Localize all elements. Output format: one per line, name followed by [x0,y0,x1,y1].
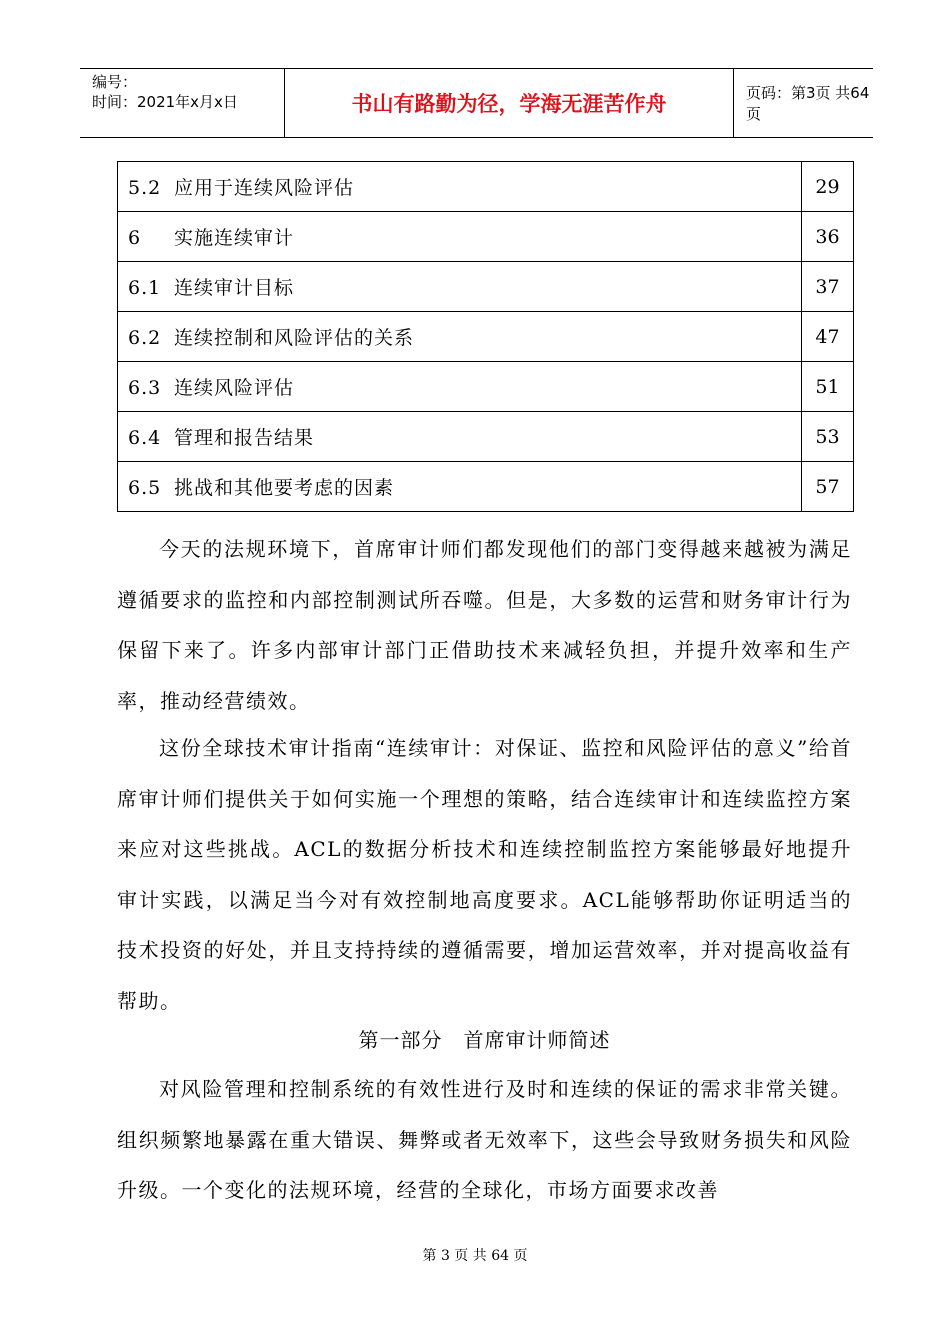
toc-entry [118,312,802,362]
toc-title: 应用于连续风险评估 [174,177,355,199]
toc-page-number: 29 [802,162,854,212]
toc-row [118,212,854,262]
toc-entry [118,212,802,262]
toc-entry [118,262,802,312]
toc-row [118,362,854,412]
toc-page-number: 57 [802,462,854,512]
toc-title: 连续风险评估 [174,377,295,399]
toc-row [118,262,854,312]
toc-page-number: 47 [802,312,854,362]
toc-page-number: 36 [802,212,854,262]
toc-title: 连续审计目标 [174,277,295,299]
toc-entry [118,462,802,512]
header-page-info: 页码：第3页 共64页 [746,84,870,123]
section-heading: 第一部分 首席审计师简述 [358,1028,611,1052]
toc-row [118,312,854,362]
toc-number: 6.4 [128,427,162,449]
table-of-contents [117,161,854,512]
toc-row [118,412,854,462]
header-meta [80,69,285,137]
date-label: 时间：2021年x月x日 [92,93,238,111]
toc-title: 连续控制和风险评估的关系 [174,327,415,349]
toc-title: 管理和报告结果 [174,427,315,449]
toc-number: 5.2 [128,177,162,199]
guide-paragraph: 这份全球技术审计指南“连续审计：对保证、监控和风险评估的意义”给首席审计师们提供关于如何实施一个理想的策略，结合连续审计和连续监控方案来应对这些挑战。ACL的数据分析技术和连续控制监控方案能够最好地提升审计实践，以满足当今对有效控制地高度要求。ACL能够帮助你证明适当的技术投资的好处，并且支持持续的遵循需要，增加运营效率，并对提高收益有帮助。 [117,736,852,1013]
toc-page-number: 51 [802,362,854,412]
toc-number: 6 [128,227,142,249]
toc-title: 实施连续审计 [174,227,295,249]
toc-entry [118,362,802,412]
intro-paragraph: 今天的法规环境下，首席审计师们都发现他们的部门变得越来越被为满足遵循要求的监控和内部控制测试所吞噬。但是，大多数的运营和财务审计行为保留下来了。许多内部审计部门正借助技术来减轻负担，并提升效率和生产率，推动经营绩效。 [117,537,852,713]
page-header [80,68,873,138]
toc-number: 6.2 [128,327,162,349]
header-motto: 书山有路勤为径，学海无涯苦作舟 [285,69,734,137]
serial-label: 编号： [92,73,138,91]
toc-title: 挑战和其他要考虑的因素 [174,477,395,499]
toc-row [118,462,854,512]
toc-row [118,162,854,212]
risk-paragraph: 对风险管理和控制系统的有效性进行及时和连续的保证的需求非常关键。组织频繁地暴露在重大错误、舞弊或者无效率下，这些会导致财务损失和风险升级。一个变化的法规环境，经营的全球化，市场方面要求改善 [117,1077,852,1202]
toc-entry [118,162,802,212]
toc-number: 6.1 [128,277,162,299]
toc-number: 6.3 [128,377,162,399]
toc-entry [118,412,802,462]
toc-number: 6.5 [128,477,162,499]
toc-page-number: 37 [802,262,854,312]
page-footer: 第 3 页 共 64 页 [422,1248,528,1264]
toc-page-number: 53 [802,412,854,462]
